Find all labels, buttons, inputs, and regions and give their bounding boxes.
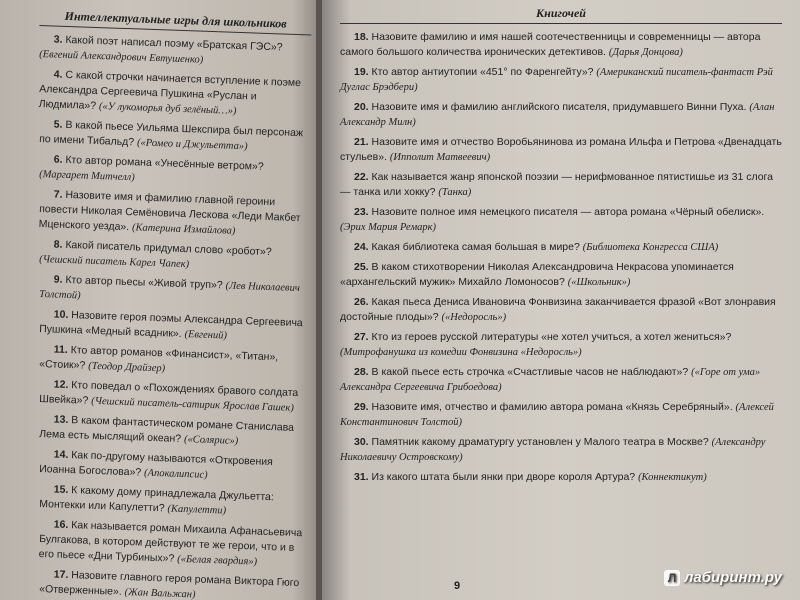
question-answer: (Дарья Донцова) (608, 47, 683, 58)
question-text: Назовите полное имя немецкого писателя — автора романа «Чёрный обелиск». (371, 206, 765, 218)
question-answer: («У лукоморья дуб зелёный…») (98, 101, 237, 117)
question-text: Какая библиотека самая большая в мире? (371, 241, 580, 253)
question-text: В какой пьесе есть строчка «Счастливые часов не наблюдают»? (371, 366, 689, 378)
question-item (340, 100, 782, 130)
question-item (340, 470, 782, 485)
question-answer: (Митрофанушка из комедии Фонвизина «Недоросль») (340, 347, 582, 358)
question-number: 10. (53, 308, 69, 321)
question-item (340, 260, 782, 290)
question-text: Кто автор антиутопии «451° по Фаренгейту»? (371, 66, 594, 78)
question-number: 22. (354, 171, 369, 183)
question-item (340, 240, 782, 255)
question-text: Какой писатель придумал слово «робот»? (65, 238, 272, 259)
question-answer: («Горе от ума» Александра Сергеевича Грибоедова) (340, 367, 761, 393)
question-item (39, 117, 312, 156)
question-item (38, 517, 311, 571)
question-number: 7. (53, 188, 63, 201)
question-number: 26. (354, 296, 369, 308)
question-item (39, 307, 312, 346)
question-item (340, 65, 782, 95)
question-answer: (Библиотека Конгресса США) (582, 242, 719, 253)
question-number: 29. (354, 401, 369, 413)
question-number: 31. (354, 471, 369, 483)
question-answer: (Александру Николаевичу Островскому) (340, 437, 766, 463)
question-answer: (Чешский писатель-сатирик Ярослав Гашек) (91, 395, 294, 414)
question-text: В каком стихотворении Николая Александровича Некрасова упоминается «архангельский мужик» Михайло Ломоносов? (340, 261, 734, 288)
question-answer: (Евгений) (184, 329, 228, 342)
question-answer: (Лев Николаевич Толстой) (39, 280, 300, 302)
question-answer: («Школьник») (567, 277, 631, 288)
question-number: 27. (354, 331, 369, 343)
question-text: К какому дому принадлежала Джульетта: Монтекки или Капулетти? (39, 484, 274, 515)
question-item (340, 135, 782, 165)
question-number: 20. (354, 101, 369, 113)
question-number: 23. (354, 206, 369, 218)
question-answer: (Евгений Александрович Евтушенко) (39, 48, 204, 66)
question-answer: (Теодор Драйзер) (88, 360, 166, 375)
question-number: 8. (53, 238, 63, 251)
question-number: 12. (53, 378, 69, 391)
question-text: Кто автор романов «Финансист», «Титан», «Стоик»? (39, 344, 279, 372)
question-number: 30. (354, 436, 369, 448)
question-number: 14. (53, 448, 69, 461)
left-page-header: Интеллектуальные игры для школьников (39, 8, 311, 35)
question-answer: (Американский писатель-фантаст Рэй Дуглас Брэдбери) (340, 67, 773, 93)
question-item (39, 342, 312, 381)
question-answer: («Солярис») (183, 434, 239, 447)
question-text: Как называется роман Михаила Афанасьевича Булгакова, в котором действуют те же герои, что и в его пьесе «Дни Турбиных»? (38, 519, 303, 565)
question-text: Назовите имя, отчество и фамилию автора романа «Князь Серебряный». (371, 401, 733, 413)
question-number: 9. (53, 273, 63, 286)
left-question-list (38, 32, 312, 600)
question-item (39, 152, 312, 191)
question-number: 19. (354, 66, 369, 78)
question-text: В каком фантастическом романе Станислава Лема есть мыслящий океан? (39, 414, 295, 445)
question-item (39, 377, 312, 416)
question-number: 24. (354, 241, 369, 253)
question-item (340, 330, 782, 360)
question-text: Кто автор романа «Унесённые ветром»? (65, 153, 264, 173)
question-answer: (Капулетти) (167, 503, 227, 517)
question-answer: (Апокалипсис) (143, 467, 208, 481)
question-answer: (Алексей Константинович Толстой) (340, 402, 774, 428)
question-text: Назовите героя поэмы Александра Сергеевича Пушкина «Медный всадник». (39, 309, 303, 340)
question-text: Назовите имя и отчество Воробьянинова из романа Ильфа и Петрова «Двенадцать стульев». (340, 136, 782, 163)
question-item (38, 187, 311, 241)
question-item (39, 272, 312, 311)
question-text: Как по-другому называются «Откровения Иоанна Богослова»? (39, 449, 273, 479)
question-text: Памятник какому драматургу установлен у Малого театра в Москве? (371, 436, 709, 448)
question-answer: («Ромео и Джульетта») (136, 137, 248, 153)
question-answer: (Катерина Измайлова) (131, 222, 236, 237)
question-item (340, 295, 782, 325)
question-answer: (Жан Вальжан) (124, 586, 196, 600)
question-item (340, 365, 782, 395)
right-page-header: Книгочей (340, 6, 782, 24)
question-item (39, 447, 312, 486)
question-text: Из какого штата были янки при дворе короля Артура? (371, 471, 636, 483)
question-item (340, 435, 782, 465)
page-number: 9 (454, 580, 461, 592)
question-text: С какой строчки начинается вступление к поэме Александра Сергеевича Пушкина «Руслан и Людмила»? (38, 68, 302, 112)
left-page (0, 0, 318, 600)
question-number: 13. (53, 413, 69, 426)
question-item (39, 412, 312, 451)
question-text: Назовите имя и фамилию английского писателя, придумавшего Винни Пуха. (371, 101, 747, 113)
question-text: Назовите имя и фамилию главной героини повести Николая Семёновича Лескова «Леди Макбет Мценского уезда». (38, 188, 301, 234)
question-text: В какой пьесе Уильяма Шекспира был персонаж по имени Тибальд? (39, 118, 304, 149)
question-answer: (Танка) (438, 187, 472, 198)
watermark-text: лабиринт.ру (684, 569, 782, 586)
question-text: Как называется жанр японской поэзии — нерифмованное пятистишье из 31 слога — танка или хокку? (340, 171, 773, 198)
question-text: Кто из героев русской литературы «не хотел учиться, а хотел жениться»? (371, 331, 732, 343)
question-number: 5. (53, 118, 63, 131)
question-number: 16. (53, 518, 69, 531)
question-text: Кто поведал о «Похождениях бравого солдата Швейка»? (39, 379, 299, 407)
question-text: Кто автор пьесы «Живой труп»? (65, 273, 223, 292)
question-answer: (Коннектикут) (638, 472, 707, 483)
question-text: Какой поэт написал поэму «Братская ГЭС»? (65, 33, 283, 54)
right-page (322, 0, 800, 600)
question-item (340, 30, 782, 60)
question-number: 6. (53, 153, 63, 166)
question-number: 4. (53, 68, 63, 81)
question-answer: (Алан Александр Милн) (340, 102, 775, 128)
question-answer: («Белая гвардия») (177, 553, 258, 568)
labirint-logo-icon: Л (664, 570, 680, 586)
question-item (340, 205, 782, 235)
question-item (340, 400, 782, 430)
question-text: Какая пьеса Дениса Ивановича Фонвизина заканчивается фразой «Вот злонравия достойные плоды»? (340, 296, 776, 323)
question-number: 17. (53, 568, 69, 581)
question-number: 3. (53, 33, 63, 46)
question-item (39, 482, 312, 521)
question-number: 18. (354, 31, 369, 43)
question-number: 25. (354, 261, 369, 273)
question-number: 15. (53, 483, 69, 496)
question-answer: («Недоросль») (441, 312, 507, 323)
watermark (664, 569, 782, 586)
question-number: 11. (53, 343, 68, 356)
question-number: 21. (354, 136, 369, 148)
question-item (39, 237, 312, 276)
question-answer: (Маргарет Митчелл) (39, 168, 135, 184)
question-answer: (Чешский писатель Карел Чапек) (39, 253, 190, 271)
question-number: 28. (354, 366, 369, 378)
question-text: Назовите главного героя романа Виктора Гюго «Отверженные». (39, 569, 300, 598)
question-answer: (Эрих Мария Ремарк) (340, 222, 437, 233)
question-item (39, 567, 312, 600)
question-item (340, 170, 782, 200)
right-question-list (340, 30, 782, 485)
question-item (39, 32, 312, 71)
question-item (38, 67, 311, 121)
question-answer: (Ипполит Матвеевич) (389, 152, 491, 163)
question-text: Назовите фамилию и имя нашей соотечественницы и современницы — автора самого большого количества иронических детективов. (340, 31, 761, 58)
